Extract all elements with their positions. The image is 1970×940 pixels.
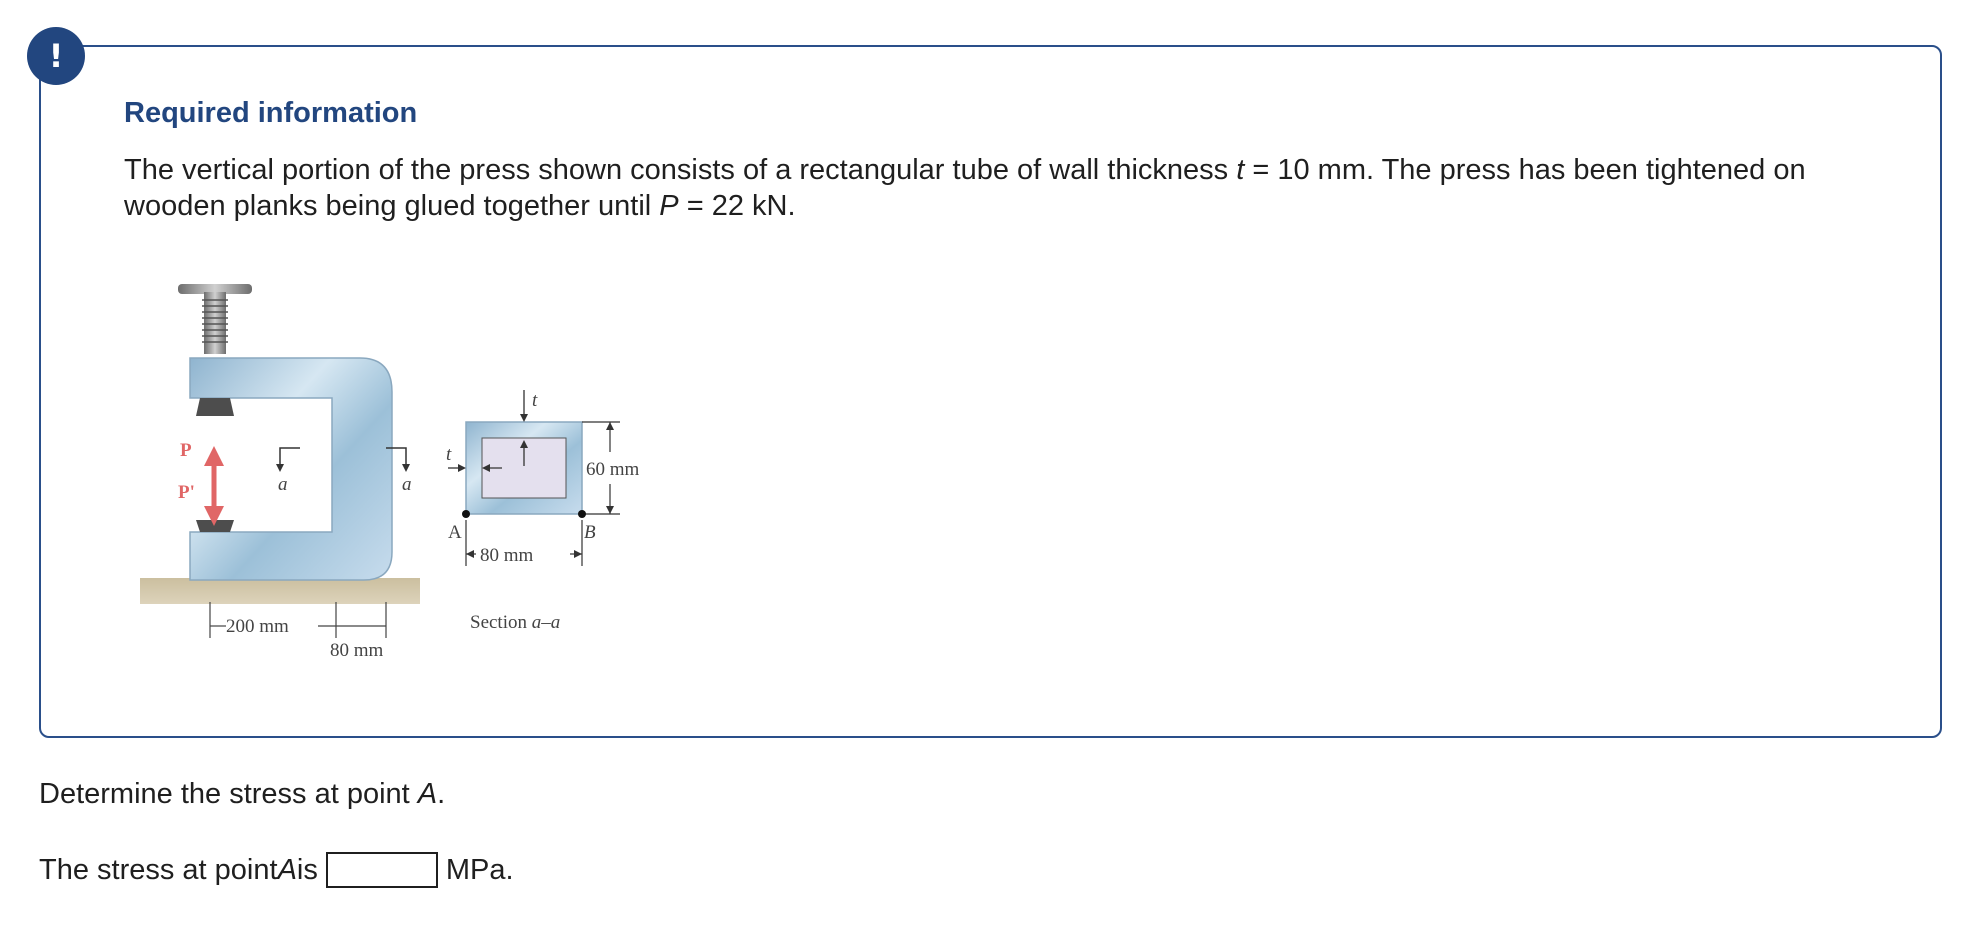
unit-label: MPa.	[445, 853, 514, 886]
var-P: P	[659, 190, 679, 222]
label-a-right: a	[402, 474, 412, 495]
ground-base	[140, 578, 420, 604]
var-t: t	[1236, 154, 1245, 186]
press-frame	[190, 358, 392, 580]
var-A: A	[277, 853, 297, 886]
press-figure	[130, 270, 690, 670]
label-t-top: t	[532, 390, 538, 411]
statement-text: = 10 mm. The press has been tightened on wooden planks being glued together until	[124, 154, 1806, 222]
point-B	[578, 510, 586, 518]
card-title: Required information	[124, 97, 418, 129]
statement-text: The vertical portion of the press shown consists of a rectangular tube of wall thickness	[124, 154, 1237, 186]
label-a-left: a	[278, 474, 288, 495]
label-A: A	[448, 522, 462, 543]
press-diagram	[130, 270, 690, 670]
label-80mm-base: 80 mm	[330, 640, 384, 661]
label-B: B	[584, 522, 596, 543]
question-text: Determine the stress at point A.	[39, 778, 446, 810]
label-t-side: t	[446, 444, 452, 465]
label-P-prime: P'	[178, 482, 195, 503]
statement-text: = 22 kN.	[678, 190, 796, 222]
point-A	[462, 510, 470, 518]
label-200mm: 200 mm	[226, 616, 289, 637]
stress-answer-input[interactable]	[326, 852, 438, 888]
answer-label: The stress at point	[39, 853, 278, 886]
answer-row	[39, 852, 514, 888]
alert-badge-icon: !	[27, 27, 85, 85]
upper-jaw	[196, 398, 234, 416]
var-A: A	[417, 778, 438, 810]
label-80mm-section: 80 mm	[480, 545, 534, 566]
label-P: P	[180, 440, 192, 461]
screw-thread	[204, 292, 226, 354]
section-caption: Section a–a	[470, 612, 561, 633]
problem-statement	[124, 152, 1844, 224]
force-arrow-P-head	[204, 446, 224, 466]
label-60mm: 60 mm	[586, 459, 640, 480]
answer-label-mid: is	[296, 853, 318, 886]
